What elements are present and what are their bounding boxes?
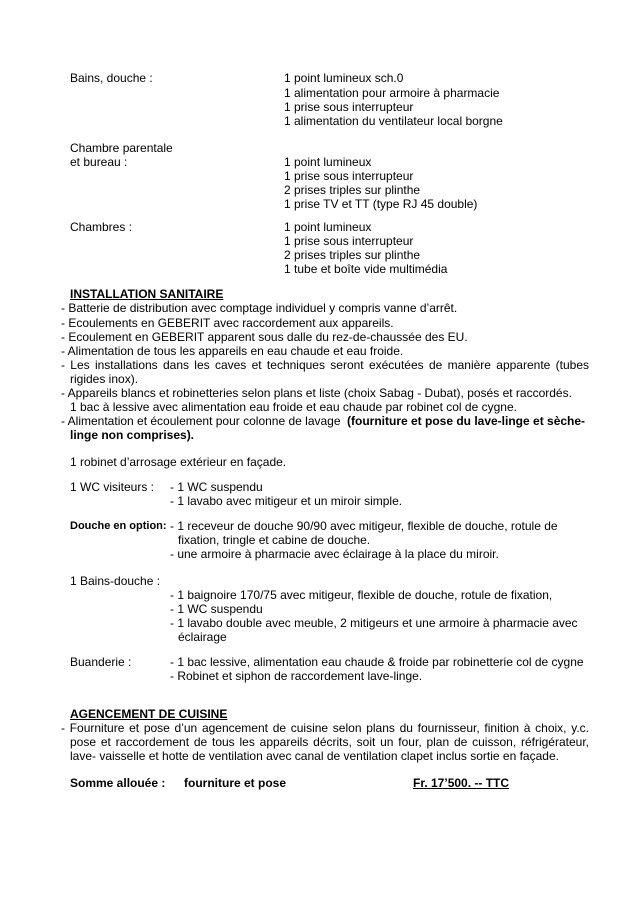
bains-label: Bains, douche : xyxy=(70,71,153,85)
sanitaire-heading: INSTALLATION SANITAIRE xyxy=(70,287,224,301)
sanitaire-line: - Alimentation de tous les appareils en eau chaude et eau froide. xyxy=(61,344,404,358)
robinet-line: 1 robinet d’arrosage extérieur en façade. xyxy=(70,455,287,469)
douche-option-line: fixation, tringle et cabine de douche. xyxy=(178,533,371,547)
buanderie-label: Buanderie : xyxy=(70,655,132,669)
somme-label: Somme allouée : xyxy=(70,776,166,790)
sanitaire-line: 1 bac à lessive avec alimentation eau froide et eau chaude par robinet col de cygne. xyxy=(70,400,517,414)
sanitaire-line: rigides inox). xyxy=(70,372,139,386)
chambres-label: Chambres : xyxy=(70,220,133,234)
sanitaire-line-bold: linge non comprises). xyxy=(70,428,195,442)
sanitaire-line: - Appareils blancs et robinetteries selon plans et liste (choix Sabag - Dubat), posés et raccordés. xyxy=(61,386,572,400)
cuisine-line: - Fourniture et pose d’un agencement de cuisine selon plans du fournisseur, finition à choix, y.c. xyxy=(61,721,589,735)
chambre-parentale-label: et bureau : xyxy=(70,155,128,169)
sanitaire-line: - Ecoulement en GEBERIT apparent sous dalle du rez-de-chaussée des EU. xyxy=(61,330,468,344)
sanitaire-line: - Alimentation et écoulement pour colonne de lavage xyxy=(61,414,341,428)
cuisine-line: lave- vaisselle et hotte de ventilation avec canal de ventilation clapet inclus sortie en façade. xyxy=(70,749,559,763)
bains-item: 1 point lumineux sch.0 xyxy=(284,71,404,85)
douche-option-label: Douche en option: xyxy=(70,520,167,532)
bains-douche-line: - 1 baignoire 170/75 avec mitigeur, flexible de douche, rotule de fixation, xyxy=(170,588,553,602)
sanitaire-line: - Les installations dans les caves et techniques seront exécutées de manière apparente (tubes xyxy=(61,358,589,372)
douche-option-line: - une armoire à pharmacie avec éclairage à la place du miroir. xyxy=(170,547,499,561)
sanitaire-line-bold: (fourniture et pose du lave-linge et sèche- xyxy=(347,414,586,428)
chambre-parentale-item: 1 point lumineux xyxy=(284,155,372,169)
chambre-parentale-label: Chambre parentale xyxy=(70,141,173,155)
buanderie-line: - 1 bac lessive, alimentation eau chaude & froide par robinetterie col de cygne xyxy=(170,655,584,669)
chambre-parentale-item: 2 prises triples sur plinthe xyxy=(284,183,421,197)
douche-option-line: - 1 receveur de douche 90/90 avec mitigeur, flexible de douche, rotule de xyxy=(170,519,558,533)
sanitaire-line: - Batterie de distribution avec comptage individuel y compris vanne d’arrêt. xyxy=(61,301,458,315)
somme-description: fourniture et pose xyxy=(184,776,287,790)
buanderie-line: - Robinet et siphon de raccordement lave-linge. xyxy=(170,669,423,683)
wc-visiteurs-label: 1 WC visiteurs : xyxy=(70,480,155,494)
chambres-item: 1 point lumineux xyxy=(284,220,372,234)
chambres-item: 2 prises triples sur plinthe xyxy=(284,248,421,262)
cuisine-heading: AGENCEMENT DE CUISINE xyxy=(70,707,228,721)
chambre-parentale-item: 1 prise TV et TT (type RJ 45 double) xyxy=(284,197,478,211)
bains-douche-line: - 1 lavabo double avec meuble, 2 mitigeurs et une armoire à pharmacie avec xyxy=(170,616,578,630)
bains-douche-line: - 1 WC suspendu xyxy=(170,602,263,616)
chambre-parentale-item: 1 prise sous interrupteur xyxy=(284,169,414,183)
chambres-item: 1 tube et boîte vide multimédia xyxy=(284,262,448,276)
chambres-item: 1 prise sous interrupteur xyxy=(284,234,414,248)
bains-item: 1 prise sous interrupteur xyxy=(284,100,414,114)
sanitaire-line: - Ecoulements en GEBERIT avec raccordement aux appareils. xyxy=(61,316,394,330)
somme-value: Fr. 17’500. -- TTC xyxy=(413,776,510,790)
wc-visiteurs-item: - 1 WC suspendu xyxy=(170,480,263,494)
bains-item: 1 alimentation pour armoire à pharmacie xyxy=(284,86,500,100)
bains-item: 1 alimentation du ventilateur local borgne xyxy=(284,114,503,128)
bains-douche-line: éclairage xyxy=(178,630,227,644)
bains-douche-label: 1 Bains-douche : xyxy=(70,574,161,588)
wc-visiteurs-item: - 1 lavabo avec mitigeur et un miroir simple. xyxy=(170,494,403,508)
cuisine-line: pose et raccordement de tous les appareils décrits, soit un four, plan de cuisson, réfrigérateur, xyxy=(70,735,589,749)
